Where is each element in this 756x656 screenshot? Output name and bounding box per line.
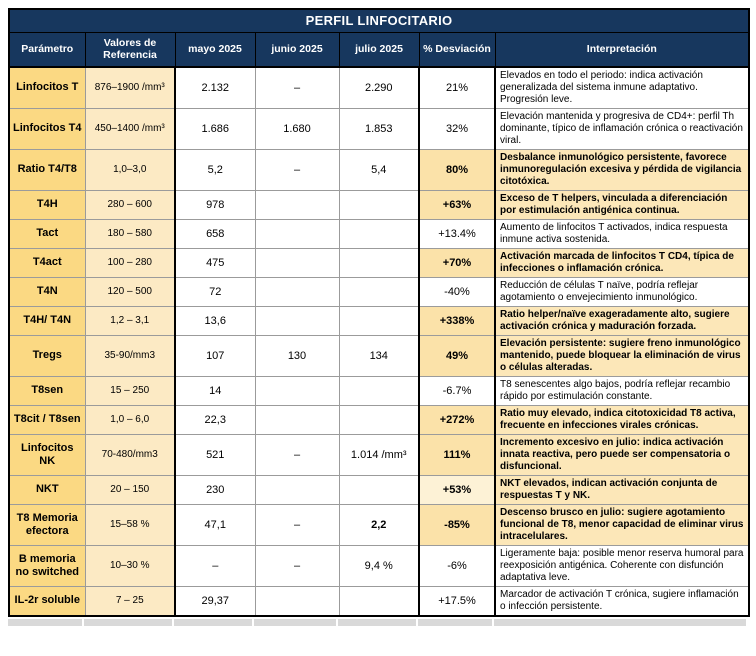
ref-cell: 7 – 25: [85, 586, 175, 616]
table-row: [9, 190, 749, 219]
interpretation-cell: Marcador de activación T crónica, sugiere inflamación o infección persistente.: [495, 586, 749, 616]
col-header-mayo-2025: mayo 2025: [175, 32, 255, 67]
param-cell: T8cit / T8sen: [9, 405, 85, 434]
mayo-value-cell: 107: [175, 335, 255, 376]
junio-value-cell: 130: [255, 335, 339, 376]
table-row: [9, 277, 749, 306]
mayo-value-cell: 475: [175, 248, 255, 277]
param-cell: Linfocitos T: [9, 67, 85, 109]
param-cell: T4act: [9, 248, 85, 277]
ref-cell: 20 – 150: [85, 475, 175, 504]
ref-cell: 1,0–3,0: [85, 149, 175, 190]
julio-value-cell: 2.290: [339, 67, 419, 109]
param-cell: T8 Memoria efectora: [9, 504, 85, 545]
table-row: [9, 475, 749, 504]
param-cell: T4H: [9, 190, 85, 219]
table-row: [9, 67, 749, 109]
table-body: [9, 67, 749, 616]
param-cell: T8sen: [9, 376, 85, 405]
junio-value-cell: [255, 248, 339, 277]
lymphocyte-profile-table: [8, 8, 750, 617]
mayo-value-cell: 5,2: [175, 149, 255, 190]
junio-value-cell: –: [255, 545, 339, 586]
table-row: [9, 219, 749, 248]
mayo-value-cell: 521: [175, 434, 255, 475]
ref-cell: 876–1900 /mm³: [85, 67, 175, 109]
julio-value-cell: 9,4 %: [339, 545, 419, 586]
junio-value-cell: [255, 405, 339, 434]
deviation-cell: 49%: [419, 335, 495, 376]
deviation-cell: +338%: [419, 306, 495, 335]
julio-value-cell: 134: [339, 335, 419, 376]
interpretation-cell: Ligeramente baja: posible menor reserva humoral para reexposición antigénica. Coherente con disfunción adaptativa leve.: [495, 545, 749, 586]
interpretation-cell: Elevación mantenida y progresiva de CD4+: perfil Th dominante, típico de inflamación crónica o reactivación viral.: [495, 108, 749, 149]
table-row: [9, 149, 749, 190]
interpretation-cell: Aumento de linfocitos T activados, indica respuesta inmune activa sostenida.: [495, 219, 749, 248]
mayo-value-cell: 72: [175, 277, 255, 306]
junio-value-cell: [255, 277, 339, 306]
mayo-value-cell: 13,6: [175, 306, 255, 335]
junio-value-cell: [255, 219, 339, 248]
interpretation-cell: Descenso brusco en julio: sugiere agotamiento funcional de T8, menor capacidad de eliminar virus intracelulares.: [495, 504, 749, 545]
ref-cell: 280 – 600: [85, 190, 175, 219]
julio-value-cell: [339, 586, 419, 616]
julio-value-cell: [339, 306, 419, 335]
col-header-interpretacion: Interpretación: [495, 32, 749, 67]
mayo-value-cell: 2.132: [175, 67, 255, 109]
junio-value-cell: [255, 475, 339, 504]
table-row: [9, 586, 749, 616]
param-cell: NKT: [9, 475, 85, 504]
col-header-valores-referencia: Valores de Referencia: [85, 32, 175, 67]
table-row: [9, 504, 749, 545]
ref-cell: 15 – 250: [85, 376, 175, 405]
interpretation-cell: Ratio muy elevado, indica citotoxicidad T8 activa, frecuente en infecciones virales crónicas.: [495, 405, 749, 434]
deviation-cell: +70%: [419, 248, 495, 277]
ref-cell: 70-480/mm3: [85, 434, 175, 475]
mayo-value-cell: 47,1: [175, 504, 255, 545]
interpretation-cell: Ratio helper/naïve exageradamente alto, sugiere activación crónica y maduración forzada.: [495, 306, 749, 335]
junio-value-cell: –: [255, 504, 339, 545]
ref-cell: 35-90/mm3: [85, 335, 175, 376]
ref-cell: 180 – 580: [85, 219, 175, 248]
deviation-cell: 32%: [419, 108, 495, 149]
deviation-cell: -6.7%: [419, 376, 495, 405]
julio-value-cell: [339, 248, 419, 277]
julio-value-cell: 1.853: [339, 108, 419, 149]
deviation-cell: +17.5%: [419, 586, 495, 616]
mayo-value-cell: –: [175, 545, 255, 586]
deviation-cell: +13.4%: [419, 219, 495, 248]
param-cell: Ratio T4/T8: [9, 149, 85, 190]
junio-value-cell: –: [255, 149, 339, 190]
deviation-cell: +63%: [419, 190, 495, 219]
interpretation-cell: Reducción de células T naïve, podría reflejar agotamiento o envejecimiento inmunológico.: [495, 277, 749, 306]
deviation-cell: 111%: [419, 434, 495, 475]
ref-cell: 100 – 280: [85, 248, 175, 277]
col-header-julio-2025: julio 2025: [339, 32, 419, 67]
ref-cell: 1,2 – 3,1: [85, 306, 175, 335]
julio-value-cell: [339, 405, 419, 434]
interpretation-cell: Activación marcada de linfocitos T CD4, típica de infecciones o inflamación crónica.: [495, 248, 749, 277]
param-cell: Tact: [9, 219, 85, 248]
table-title: PERFIL LINFOCITARIO: [9, 9, 749, 32]
junio-value-cell: [255, 190, 339, 219]
mayo-value-cell: 1.686: [175, 108, 255, 149]
deviation-cell: +53%: [419, 475, 495, 504]
ref-cell: 15–58 %: [85, 504, 175, 545]
deviation-cell: -85%: [419, 504, 495, 545]
table-row: [9, 335, 749, 376]
ref-cell: 1,0 – 6,0: [85, 405, 175, 434]
interpretation-cell: Elevados en todo el periodo: indica activación generalizada del sistema inmune adaptativo. Progresión leve.: [495, 67, 749, 109]
deviation-cell: 21%: [419, 67, 495, 109]
col-header-junio-2025: junio 2025: [255, 32, 339, 67]
table-row: [9, 306, 749, 335]
next-row-partial: [8, 619, 748, 626]
mayo-value-cell: 978: [175, 190, 255, 219]
table-row: [9, 376, 749, 405]
ref-cell: 450–1400 /mm³: [85, 108, 175, 149]
interpretation-cell: Elevación persistente: sugiere freno inmunológico mantenido, puede bloquear la eliminación de virus o células alteradas.: [495, 335, 749, 376]
param-cell: B memoria no switched: [9, 545, 85, 586]
param-cell: Linfocitos T4: [9, 108, 85, 149]
mayo-value-cell: 22,3: [175, 405, 255, 434]
deviation-cell: +272%: [419, 405, 495, 434]
param-cell: Tregs: [9, 335, 85, 376]
deviation-cell: 80%: [419, 149, 495, 190]
julio-value-cell: [339, 190, 419, 219]
julio-value-cell: [339, 475, 419, 504]
col-header-parametro: Parámetro: [9, 32, 85, 67]
julio-value-cell: [339, 219, 419, 248]
ref-cell: 10–30 %: [85, 545, 175, 586]
junio-value-cell: [255, 306, 339, 335]
param-cell: Linfocitos NK: [9, 434, 85, 475]
mayo-value-cell: 230: [175, 475, 255, 504]
julio-value-cell: 1.014 /mm³: [339, 434, 419, 475]
interpretation-cell: Desbalance inmunológico persistente, favorece inmunoregulación excesiva y pérdida de vigilancia citotóxica.: [495, 149, 749, 190]
deviation-cell: -6%: [419, 545, 495, 586]
interpretation-cell: Exceso de T helpers, vinculada a diferenciación por estimulación antigénica continua.: [495, 190, 749, 219]
junio-value-cell: –: [255, 434, 339, 475]
junio-value-cell: [255, 586, 339, 616]
interpretation-cell: T8 senescentes algo bajos, podría reflejar recambio rápido por estimulación constante.: [495, 376, 749, 405]
table-row: [9, 248, 749, 277]
interpretation-cell: Incremento excesivo en julio: indica activación innata reactiva, pero puede ser compensatoria o disfuncional.: [495, 434, 749, 475]
junio-value-cell: [255, 376, 339, 405]
julio-value-cell: 2,2: [339, 504, 419, 545]
mayo-value-cell: 658: [175, 219, 255, 248]
table-row: [9, 545, 749, 586]
table-row: [9, 108, 749, 149]
col-header-desviacion: % Desviación: [419, 32, 495, 67]
mayo-value-cell: 29,37: [175, 586, 255, 616]
table-row: [9, 434, 749, 475]
header-row: [9, 32, 749, 67]
ref-cell: 120 – 500: [85, 277, 175, 306]
julio-value-cell: [339, 277, 419, 306]
junio-value-cell: 1.680: [255, 108, 339, 149]
junio-value-cell: –: [255, 67, 339, 109]
mayo-value-cell: 14: [175, 376, 255, 405]
table-row: [9, 405, 749, 434]
deviation-cell: -40%: [419, 277, 495, 306]
julio-value-cell: [339, 376, 419, 405]
param-cell: T4N: [9, 277, 85, 306]
param-cell: IL-2r soluble: [9, 586, 85, 616]
interpretation-cell: NKT elevados, indican activación conjunta de respuestas T y NK.: [495, 475, 749, 504]
param-cell: T4H/ T4N: [9, 306, 85, 335]
julio-value-cell: 5,4: [339, 149, 419, 190]
